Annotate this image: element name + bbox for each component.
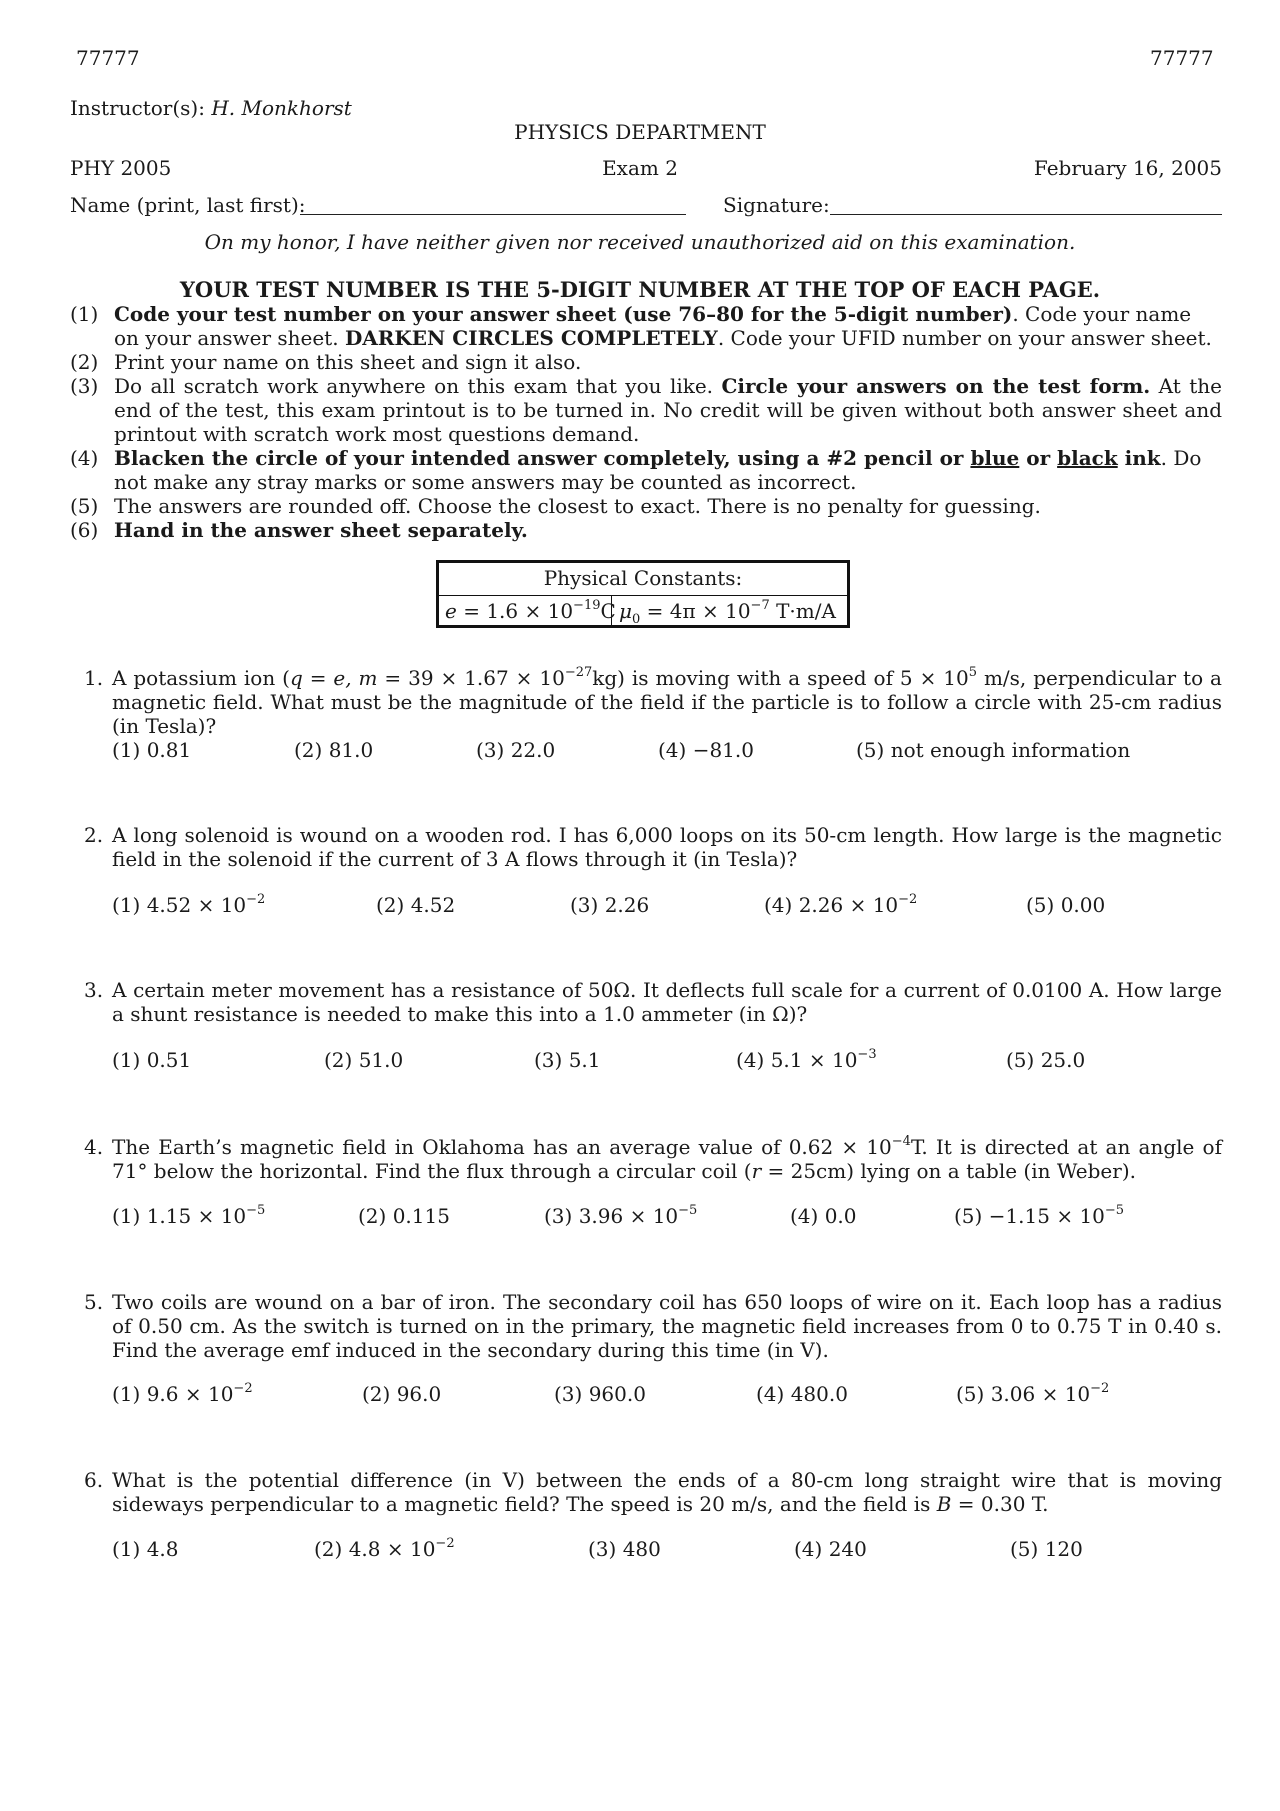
q4-option-4[interactable]: [790, 1204, 857, 1228]
exponent: −5: [246, 1203, 266, 1218]
exponent: −2: [246, 892, 266, 907]
option-text: (5) 25.0: [1006, 1048, 1086, 1072]
exponent: −2: [435, 1536, 455, 1551]
instruction-number: (4): [70, 446, 99, 470]
question-number: 5.: [84, 1290, 104, 1314]
instruction-number: (3): [70, 374, 99, 398]
math: B: [936, 1492, 952, 1516]
instruction-item-5: [70, 494, 1222, 518]
name-field-line[interactable]: [300, 214, 686, 215]
symbol-mu: μ: [619, 599, 632, 623]
option-text: (3) 5.1: [534, 1048, 601, 1072]
question-text: [112, 666, 1222, 738]
q4-option-1[interactable]: [112, 1204, 265, 1228]
question-4: [84, 1135, 1222, 1183]
question-5: [84, 1290, 1222, 1362]
option-text: (5) 0.00: [1026, 893, 1106, 917]
instruction-text: . Do not make any stray marks or some answers may be counted as incorrect.: [114, 446, 1202, 494]
question-1: [84, 666, 1222, 738]
instruction-text: . Code your name on your answer sheet.: [114, 302, 1192, 350]
option-text: (4) 480.0: [756, 1382, 848, 1406]
q5-option-4[interactable]: [756, 1382, 848, 1406]
instruction-item-1: [70, 302, 1222, 350]
option-text: (3) 480: [588, 1537, 661, 1561]
option-text: (5) −1.15 × 10: [954, 1204, 1105, 1228]
option-text: (2) 96.0: [362, 1382, 442, 1406]
math: r: [751, 1159, 762, 1183]
instruction-bold: Circle your answers on the test form.: [721, 374, 1151, 398]
instruction-number: (6): [70, 518, 99, 542]
question-6: [84, 1468, 1222, 1516]
permeability-constant: [619, 598, 836, 627]
signature-label: Signature:: [723, 193, 830, 217]
q4-option-2[interactable]: [358, 1204, 450, 1228]
instruction-text: Do all scratch work anywhere on this exam that you like.: [114, 374, 722, 398]
option-text: (2) 4.8 × 10: [314, 1537, 436, 1561]
text: A potassium ion (: [112, 666, 290, 690]
question-text: A long solenoid is wound on a wooden rod. I has 6,000 loops on its 50-cm length. How large is the magnetic field in the solenoid if the current of 3 A flows through it (in Tesla)?: [112, 823, 1222, 871]
instruction-bold: Hand in the answer sheet separately.: [114, 518, 528, 542]
test-number-left: 77777: [76, 46, 140, 70]
option-text: (4) 240: [794, 1537, 867, 1561]
option-text: (3) 2.26: [570, 893, 650, 917]
subscript: 0: [632, 612, 641, 627]
question-text: Two coils are wound on a bar of iron. The secondary coil has 650 loops of wire on it. Each loop has a radius of 0.50 cm. As the switch is turned on in the primary, the magnetic field increases from 0 to 0.75 T in 0.40 s. Find the average emf induced in the secondary during this time (in V).: [112, 1290, 1222, 1362]
q2-option-5[interactable]: [1026, 893, 1105, 917]
instruction-item-6: [70, 518, 1222, 542]
unit: C: [600, 599, 616, 623]
option-text: (2) 51.0: [324, 1048, 404, 1072]
question-number: 1.: [84, 666, 104, 690]
instruction-text: Print your name on this sheet and sign it also.: [114, 350, 582, 374]
option-text: (3) 3.96 × 10: [544, 1204, 679, 1228]
q3-option-4[interactable]: [736, 1048, 877, 1072]
instruction-item-3: [70, 374, 1222, 446]
department-title: PHYSICS DEPARTMENT: [514, 120, 766, 144]
electron-charge-constant: [445, 599, 616, 623]
instruction-text: At the end of the test, this exam printout is to be turned in. No credit will be given without both answer sheet and printout with scratch work most questions demand.: [114, 374, 1222, 446]
q4-option-3[interactable]: [544, 1204, 697, 1228]
text: T. It is directed at an angle of 71° below the horizontal. Find the flux through a circular coil (: [112, 1135, 1222, 1183]
question-3: [84, 978, 1222, 1026]
instruction-bold: or: [1019, 446, 1058, 470]
constant-value: = 4π × 10: [640, 599, 751, 623]
option-text: (5) 120: [1010, 1537, 1083, 1561]
text: kg) is moving with a speed of 5 × 10: [592, 666, 969, 690]
q2-option-4[interactable]: [764, 893, 917, 917]
instructor-line: [70, 96, 352, 120]
unit: T·m/A: [769, 599, 836, 623]
q4-option-5[interactable]: [954, 1204, 1124, 1228]
instruction-bold-underline: blue: [970, 446, 1020, 470]
exponent: 5: [968, 665, 978, 680]
q3-option-3[interactable]: [534, 1048, 601, 1072]
text: = 39 × 1.67 × 10: [377, 666, 565, 690]
math: q = e, m: [289, 666, 378, 690]
option-text: (4) 0.0: [790, 1204, 857, 1228]
q5-option-3[interactable]: [554, 1382, 646, 1406]
instructor-name: H. Monkhorst: [211, 96, 352, 120]
honor-statement: On my honor, I have neither given nor received unauthorized aid on this examination.: [204, 230, 1076, 254]
q5-option-2[interactable]: [362, 1382, 441, 1406]
question-2: [84, 823, 1222, 871]
q6-option-1[interactable]: [112, 1537, 179, 1561]
exponent: −5: [1104, 1203, 1125, 1218]
exponent: −2: [898, 892, 918, 907]
question-text: [112, 1468, 1222, 1516]
option-text: (2) 4.52: [376, 893, 456, 917]
option-text: (4) 5.1 × 10: [736, 1048, 858, 1072]
instruction-number: (1): [70, 302, 99, 326]
text: = 25cm) lying on a table (in Weber).: [761, 1159, 1136, 1183]
physical-constants-table: [436, 560, 850, 628]
q6-option-5[interactable]: [1010, 1537, 1083, 1561]
q5-option-1[interactable]: [112, 1382, 253, 1406]
text: = 0.30 T.: [951, 1492, 1049, 1516]
text: m/s, perpendicular to a magnetic field. What must be the magnitude of the field if the particle is to follow a circle with 25-cm radius (in Tesla)?: [112, 666, 1222, 738]
exponent: −5: [678, 1203, 698, 1218]
q2-option-2[interactable]: [376, 893, 455, 917]
instruction-number: (5): [70, 494, 99, 518]
option-text: (5) 3.06 × 10: [956, 1382, 1091, 1406]
option-text: (4) 2.26 × 10: [764, 893, 899, 917]
q1-option-1[interactable]: (1) 0.81: [112, 738, 192, 762]
signature-field-line[interactable]: [830, 214, 1222, 215]
q1-option-2[interactable]: (2) 81.0: [294, 738, 374, 762]
exponent: −2: [1090, 1381, 1110, 1396]
exam-title: Exam 2: [602, 156, 678, 180]
name-label: Name (print, last first):: [70, 193, 306, 217]
exponent: −27: [564, 665, 593, 680]
q6-option-4[interactable]: [794, 1537, 867, 1561]
option-text: (1) 0.51: [112, 1048, 192, 1072]
q6-option-3[interactable]: [588, 1537, 661, 1561]
q1-option-5[interactable]: (5) not enough information: [856, 738, 1131, 762]
q2-option-3[interactable]: [570, 893, 649, 917]
question-text: A certain meter movement has a resistance of 50Ω. It deflects full scale for a current of 0.0100 A. How large a shunt resistance is needed to make this into a 1.0 ammeter (in Ω)?: [112, 978, 1222, 1026]
instructions-heading: YOUR TEST NUMBER IS THE 5-DIGIT NUMBER AT THE TOP OF EACH PAGE.: [179, 277, 1101, 302]
q1-option-3[interactable]: (3) 22.0: [476, 738, 556, 762]
question-number: 6.: [84, 1468, 104, 1492]
q3-option-2[interactable]: [324, 1048, 403, 1072]
question-text: [112, 1135, 1222, 1183]
constants-heading: Physical Constants:: [543, 566, 743, 590]
instruction-number: (2): [70, 350, 99, 374]
exponent: −19: [573, 598, 601, 613]
option-text: (1) 1.15 × 10: [112, 1204, 247, 1228]
q5-option-5[interactable]: [956, 1382, 1109, 1406]
text: What is the potential difference (in V) between the ends of a 80-cm long straight wire that is moving sideways perpendicular to a magnetic field? The speed is 20 m/s, and the field is: [112, 1468, 1222, 1516]
symbol-e: e: [445, 599, 457, 623]
exam-date: February 16, 2005: [1033, 156, 1222, 180]
q1-option-4[interactable]: (4) −81.0: [658, 738, 754, 762]
q6-option-2[interactable]: [314, 1537, 455, 1561]
table-divider: [439, 595, 847, 596]
question-number: 3.: [84, 978, 104, 1002]
option-text: (1) 9.6 × 10: [112, 1382, 234, 1406]
instruction-item-4: [70, 446, 1222, 494]
exponent: −2: [233, 1381, 253, 1396]
instruction-item-2: [70, 350, 1222, 374]
option-text: (3) 960.0: [554, 1382, 646, 1406]
instruction-bold: DARKEN CIRCLES COMPLETELY: [344, 326, 718, 350]
question-number: 2.: [84, 823, 104, 847]
text: The Earth’s magnetic field in Oklahoma has an average value of 0.62 × 10: [112, 1135, 892, 1159]
constant-value: = 1.6 × 10: [456, 599, 574, 623]
course-code: PHY 2005: [70, 156, 172, 180]
q3-option-1[interactable]: [112, 1048, 191, 1072]
option-text: (1) 4.52 × 10: [112, 893, 247, 917]
option-text: (1) 4.8: [112, 1537, 179, 1561]
q2-option-1[interactable]: [112, 893, 265, 917]
exponent: −4: [891, 1134, 911, 1149]
instruction-text: The answers are rounded off. Choose the closest to exact. There is no penalty for guessing.: [114, 494, 1041, 518]
instruction-bold-underline: black: [1057, 446, 1118, 470]
instructor-label: Instructor(s):: [70, 96, 205, 120]
instruction-bold: ink: [1117, 446, 1161, 470]
exponent: −3: [857, 1047, 877, 1062]
instruction-text: . Code your UFID number on your answer sheet.: [717, 326, 1212, 350]
question-number: 4.: [84, 1135, 104, 1159]
test-number-right: 77777: [1150, 46, 1214, 70]
instruction-bold: Code your test number on your answer sheet (use 76–80 for the 5-digit number): [114, 302, 1013, 326]
option-text: (2) 0.115: [358, 1204, 450, 1228]
q3-option-5[interactable]: [1006, 1048, 1085, 1072]
exponent: −7: [750, 598, 770, 613]
instruction-bold: Blacken the circle of your intended answer completely, using a #2 pencil or: [114, 446, 971, 470]
